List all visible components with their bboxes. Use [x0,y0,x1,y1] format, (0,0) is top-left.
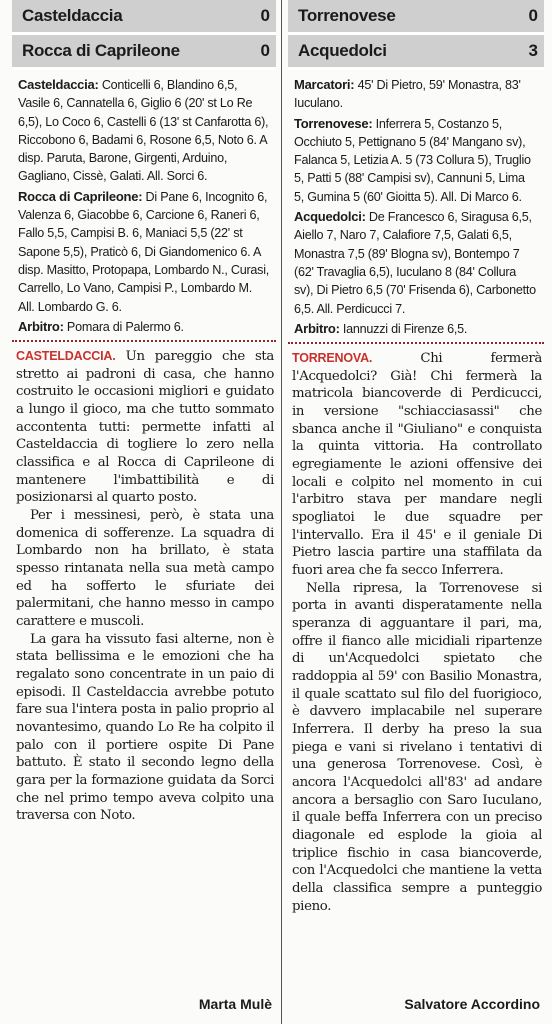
lineup-text: Iannuzzi di Firenze 6,5. [339,321,468,336]
article-paragraph: La gara ha vissuto fasi alterne, non è stata bellissima e le emozioni che ha regalato sono concentrate in un paio di episodi. Il Casteldaccia avrebbe potuto fare sua l'intera posta in palio proprio al novantesimo, quando Lo Re ha colpito il palo con il portiere ospite Di Pane battuto. È stato il secondo legno della gara per la formazione guidata da Sorci che nel primo tempo aveva colpito una traversa con Noto. [16,631,274,824]
byline: Marta Mulè [198,996,272,1012]
lineup-text: Di Pane 6, Incognito 6, Valenza 6, Giacobbe 6, Carcione 6, Raneri 6, Fallo 5,5, Campisi B. 6, Maniaci 5,5 (22' st Sapone 5,5), Praticò 6, Di Giandomenico 6. A disp. Masitto, Protopapa, Lombardo N., Curasi, Carrello, Lo Vano, Campisi P., Lombardo M. All. Lombardo G. 6. [18,189,269,314]
article-kicker: CASTELDACCIA. [16,349,116,364]
article-paragraph: Per i messinesi, però, è stata una domenica di sofferenze. La squadra di Lombardo non ha brillato, è stata spesso rintanata nella sua metà campo ed ha sofferto le sfuriate dei palermitani, che hanno messo in campo carattere e muscoli. [16,508,274,629]
lineup-label: Marcatori: [294,77,355,92]
article-paragraph: Nella ripresa, la Torrenovese si porta in avanti disperatamente nella speranza di agguantare il pari, ma, offre il fianco alle micidiali ripartenze di un'Acquedolci spietato che raddoppia al 59' con Basilio Monastra, il quale scattato sul filo del fuorigioco, è davvero implacabile nel superare Inferrera. Il derby ha preso la sua piega e vani si rivelano i tentativi di una generosa Torrenovese. Così, è ancora l'Acquedolci all'83' ad andare ancora a bersaglio con Saro Iuculano, il quale beffa Inferrera con un preciso diagonale ed esplode la gioia al triplice fischio in casa biancoverde, con l'Acquedolci che mantiene la vetta della classifica sempre a punteggio pieno. [292,580,542,914]
scoreboard-row-home [12,0,276,35]
lineup-home [18,76,270,186]
section-divider [12,340,276,342]
lineup-label: Arbitro: [294,320,340,336]
lineup-home [294,115,538,206]
referee [18,318,270,336]
referee [294,320,538,338]
lineups [288,70,544,338]
match-report-left [12,0,276,1024]
team-name: Casteldaccia [22,6,123,25]
scorers [294,76,538,113]
section-divider [288,342,544,344]
lineups [12,70,276,336]
team-name: Rocca di Caprileone [22,41,180,60]
lineup-text: De Francesco 6, Siragusa 6,5, Aiello 7, Naro 7, Calafiore 7,5, Galati 6,5, Monastra 7,5 (89' Blogna sv), Bontempo 7 (62' Travaglia 6,5), Iuculano 8 (84' Collura sv), Di Pietro 6,5 (70' Frisenda 6), Carbonetto 6,5. All. Perdicucci 7. [294,210,536,316]
scoreboard-row-home [288,0,544,35]
lineup-label: Arbitro: [18,318,64,334]
lineup-label: Rocca di Caprileone: [18,188,143,204]
team-goals: 0 [260,6,270,25]
article-kicker: TORRENOVA. [292,351,373,366]
article-body [12,348,276,825]
lineup-label: Acquedolci: [294,209,366,225]
match-report-right [288,0,544,1024]
team-name: Torrenovese [298,6,396,25]
team-goals: 0 [260,41,270,60]
lineup-away [294,208,538,318]
article-body [288,350,544,915]
column-divider [281,0,282,1024]
byline: Salvatore Accordino [404,996,540,1012]
lineup-text: 45' Di Pietro, 59' Monastra, 83' Iuculano. [294,78,521,111]
article-paragraph: CASTELDACCIA. Un pareggio che sta stretto ai padroni di casa, che hanno costruito le occasioni migliori e guidato a lungo il gioco, ma che tutto sommato accontenta tutti: permette infatti al Casteldaccia di togliere lo zero nella classifica e al Rocca di Caprileone di mantenere l'imbattibilità e di posizionarsi al quarto posto. [16,349,274,506]
lineup-text: Inferrera 5, Costanzo 5, Occhiuto 5, Pettignano 5 (84' Mangano sv), Falanca 5, Letizia A. 5 (73 Collura 5), Truglio 5, Patti 5 (88' Campisi sv), Cannuni 5, Lima 5, Gumina 5 (60' Gioitta 5). All. Di Marco 6. [294,116,531,204]
team-goals: 0 [528,6,538,25]
team-goals: 3 [528,41,538,60]
lineup-text: Conticelli 6, Blandino 6,5, Vasile 6, Cannatella 6, Giglio 6 (20' st Lo Re 6,5), Lo Coco 6, Castelli 6 (13' st Canfarotta 6), Riccobono 6, Badami 6, Rosone 6,5, Noto 6. A disp. Paruta, Barone, Girgenti, Arduino, Gagliano, Cissè, Galati. All. Sorci 6. [18,78,269,184]
lineup-text: Pomara di Palermo 6. [63,319,184,334]
lineup-away [18,188,270,316]
team-name: Acquedolci [298,41,387,60]
scoreboard-row-away [288,35,544,70]
scoreboard-row-away [12,35,276,70]
article-paragraph: TORRENOVA. Chi fermerà l'Acquedolci? Già! Chi fermerà la matricola biancoverde di Perdicucci, in versione "schiacciasassi" che sbanca anche il "Giuliano" e conquista la quinta vittoria. Ha controllato egregiamente le azioni offensive dei locali e colpito nel momento in cui l'arbitro stava per mandare negli spogliatoi le due squadre per l'intervallo. Era il 45' e il geniale Di Pietro lascia partire una staffilata da fuori area che fa secco Inferrera. [292,351,542,579]
lineup-label: Casteldaccia: [18,77,99,92]
lineup-label: Torrenovese: [294,115,373,131]
